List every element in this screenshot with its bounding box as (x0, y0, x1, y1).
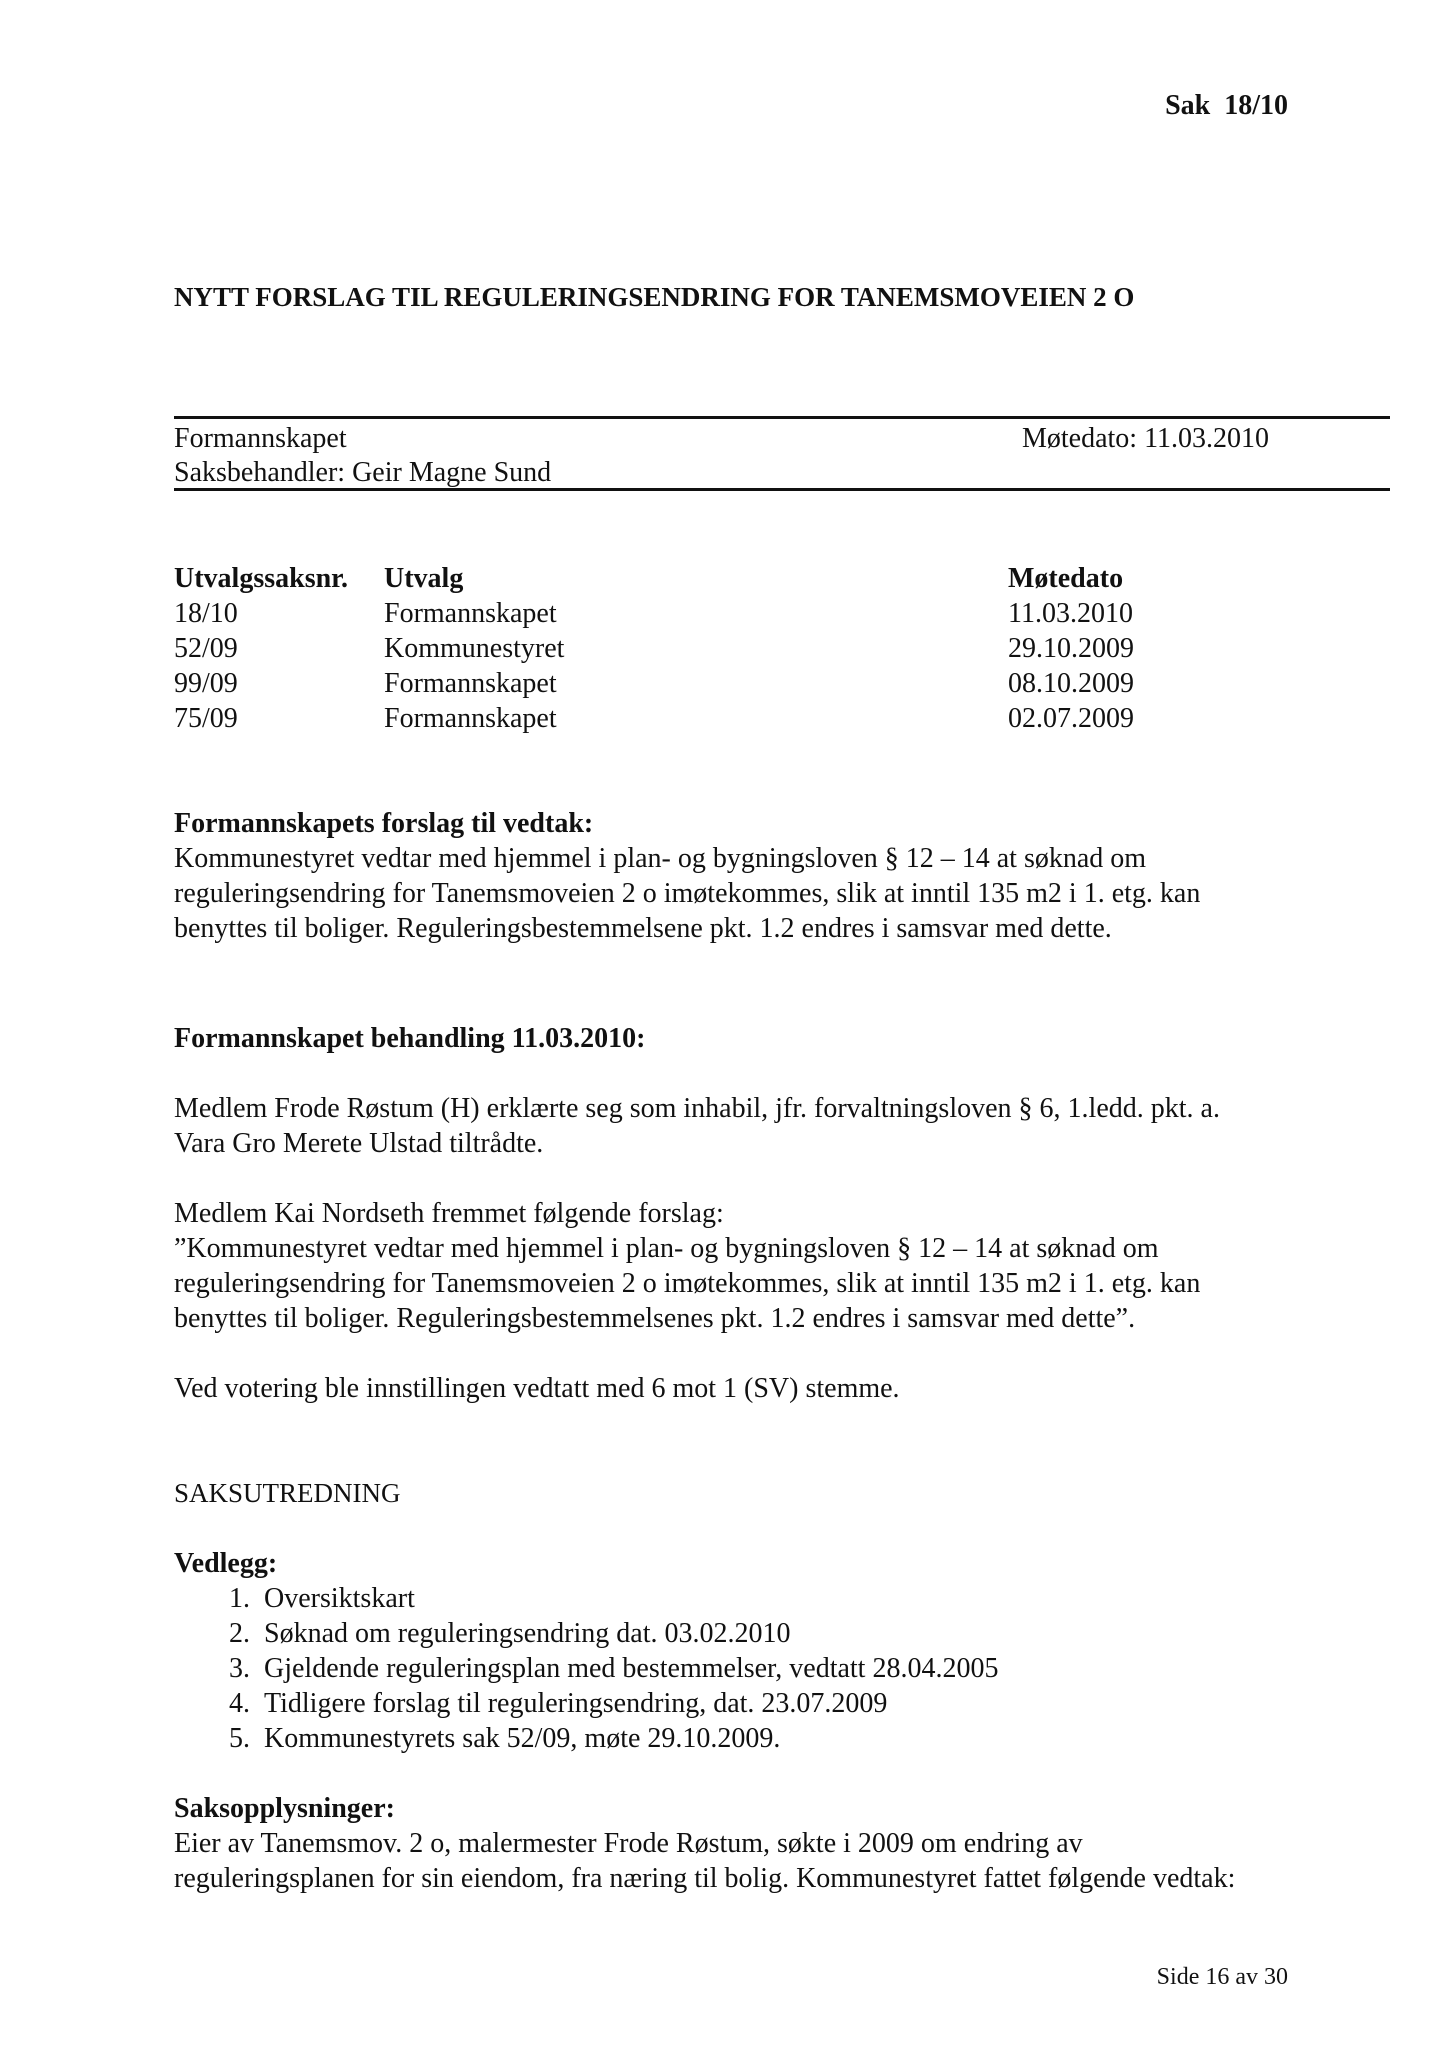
meeting-date: Møtedato: 11.03.2010 (1022, 423, 1270, 454)
case-officer: Saksbehandler: Geir Magne Sund (174, 457, 552, 488)
proposal-line: Kommunestyret vedtar med hjemmel i plan- og bygningsloven § 12 – 14 at søknad om (174, 843, 1147, 874)
list-item-number: 3. (229, 1653, 250, 1684)
treatment-paragraph-2 (174, 1196, 1304, 1336)
list-item-label: Søknad om reguleringsendring dat. 03.02.2010 (264, 1618, 791, 1649)
cell-meeting-date: 02.07.2009 (1008, 703, 1134, 734)
committee-name: Formannskapet (174, 423, 347, 454)
case-info-text (174, 1826, 1304, 1896)
cell-meeting-date: 11.03.2010 (1008, 598, 1133, 629)
treatment-line: Vara Gro Merete Ulstad tiltrådte. (174, 1128, 544, 1159)
table-row (174, 596, 1174, 631)
cell-case-number: 52/09 (174, 633, 238, 664)
cell-committee: Formannskapet (384, 668, 557, 699)
cell-case-number: 18/10 (174, 598, 238, 629)
cell-committee: Formannskapet (384, 703, 557, 734)
proposal-line: reguleringsendring for Tanemsmoveien 2 o imøtekommes, slik at inntil 135 m2 i 1. etg. kan (174, 878, 1201, 909)
list-item-number: 2. (229, 1618, 250, 1649)
cell-committee: Formannskapet (384, 598, 557, 629)
cell-case-number: 75/09 (174, 703, 238, 734)
treatment-paragraph-1 (174, 1091, 1304, 1161)
proposal-line: benyttes til boliger. Reguleringsbestemmelsene pkt. 1.2 endres i samsvar med dette. (174, 913, 1112, 944)
list-item-number: 1. (229, 1583, 250, 1614)
table-header (174, 561, 1174, 596)
list-item-label: Tidligere forslag til reguleringsendring, dat. 23.07.2009 (264, 1688, 888, 1719)
list-item-number: 4. (229, 1688, 250, 1719)
cell-committee: Kommunestyret (384, 633, 565, 664)
case-info-line: Eier av Tanemsmov. 2 o, malermester Frode Røstum, søkte i 2009 om endring av (174, 1828, 1083, 1859)
header-case-number: Utvalgssaksnr. (174, 563, 349, 594)
treatment-line: Medlem Kai Nordseth fremmet følgende forslag: (174, 1198, 724, 1229)
table-row (174, 701, 1174, 736)
cell-meeting-date: 08.10.2009 (1008, 668, 1134, 699)
list-item-label: Oversiktskart (264, 1583, 415, 1614)
vote-result: Ved votering ble innstillingen vedtatt med 6 mot 1 (SV) stemme. (174, 1373, 900, 1404)
treatment-line: ”Kommunestyret vedtar med hjemmel i plan- og bygningsloven § 12 – 14 at søknad om (174, 1233, 1159, 1264)
case-reference: Sak 18/10 (1165, 90, 1288, 121)
table-row (174, 631, 1174, 666)
case-info-line: reguleringsplanen for sin eiendom, fra næring til bolig. Kommunestyret fattet følgende vedtak: (174, 1863, 1236, 1894)
list-item-number: 5. (229, 1723, 250, 1754)
treatment-line: benyttes til boliger. Reguleringsbestemmelsenes pkt. 1.2 endres i samsvar med dette”. (174, 1303, 1136, 1334)
list-item-label: Gjeldende reguleringsplan med bestemmelser, vedtatt 28.04.2005 (264, 1653, 999, 1684)
proposal-heading: Formannskapets forslag til vedtak: (174, 808, 594, 839)
document-title: NYTT FORSLAG TIL REGULERINGSENDRING FOR TANEMSMOVEIEN 2 O (174, 282, 1135, 312)
bottom-rule (174, 488, 1390, 491)
case-report-heading: SAKSUTREDNING (174, 1478, 401, 1508)
page-number: Side 16 av 30 (1156, 1964, 1288, 1990)
header-meeting-date: Møtedato (1008, 563, 1124, 594)
table-row (174, 666, 1174, 701)
proposal-text (174, 841, 1304, 946)
header-committee: Utvalg (384, 563, 464, 594)
case-info-heading: Saksopplysninger: (174, 1793, 395, 1824)
list-item-label: Kommunestyrets sak 52/09, møte 29.10.2009. (264, 1723, 781, 1754)
attachments-heading: Vedlegg: (174, 1548, 278, 1579)
treatment-heading: Formannskapet behandling 11.03.2010: (174, 1023, 646, 1054)
treatment-line: reguleringsendring for Tanemsmoveien 2 o imøtekommes, slik at inntil 135 m2 i 1. etg. kan (174, 1268, 1201, 1299)
cell-meeting-date: 29.10.2009 (1008, 633, 1134, 664)
top-rule (174, 416, 1390, 419)
treatment-line: Medlem Frode Røstum (H) erklærte seg som inhabil, jfr. forvaltningsloven § 6, 1.ledd. pkt. a. (174, 1093, 1220, 1124)
cell-case-number: 99/09 (174, 668, 238, 699)
